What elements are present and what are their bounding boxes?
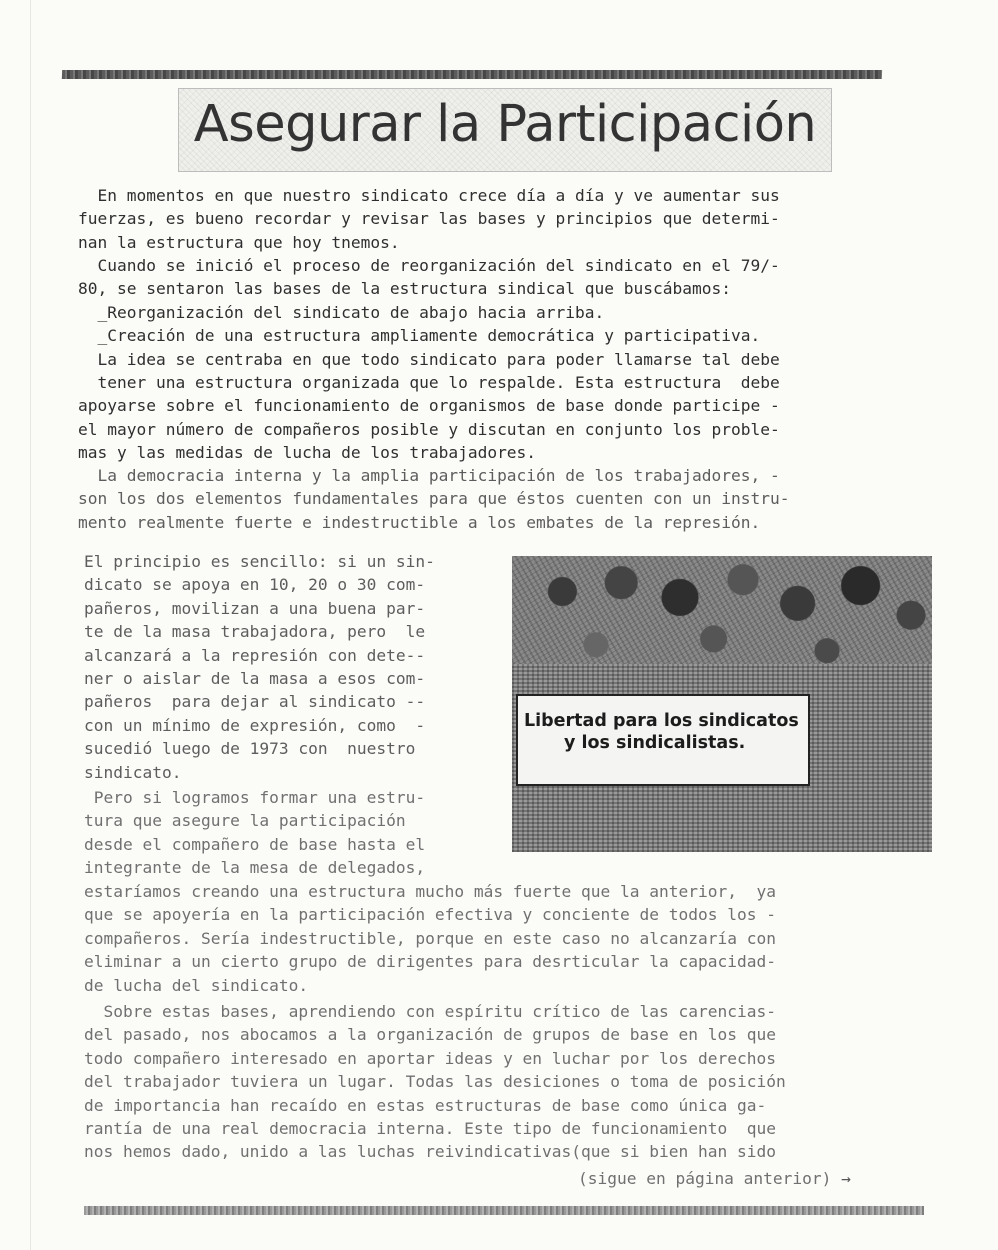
protest-photo xyxy=(512,556,932,852)
column-paragraph-2: Pero si logramos formar una estru- tura que asegure la participación desde el compañero de base hasta el integrante de la mesa de delegados, xyxy=(84,788,426,878)
continuation-text: (sigue en página anterior) xyxy=(578,1169,832,1188)
bottom-rule xyxy=(84,1206,924,1215)
page-title: Asegurar la Participación xyxy=(193,95,817,154)
intro-paragraph-1: En momentos en que nuestro sindicato crece día a día y ve aumentar sus fuerzas, es bueno recordar y revisar las bases y principios que determi- nan la estructura que hoy tnemos. xyxy=(78,186,780,252)
intro-paragraph-2: Cuando se inició el proceso de reorganización del sindicato en el 79/- 80, se sentaron las bases de la estructura sindical que buscábamos: _Reorganización del sindicato de abajo hacia arriba. _Creación de una estructura ampliamente democrática y participativa. La idea se centraba en que todo sindicato para poder llamarse tal debe tener una estructura organizada que lo respalde. Esta estructura debe apoyarse sobre el funcionamiento de organismos de base donde participe - el mayor número de compañeros posible y discutan en conjunto los proble- mas y las medidas de lucha de los trabajadores. xyxy=(78,256,780,463)
sign-line-2: y los sindicalistas. xyxy=(564,733,746,753)
continuation-note xyxy=(578,1169,851,1188)
page-edge xyxy=(30,0,31,1250)
protest-sign xyxy=(516,694,810,786)
title-banner xyxy=(178,88,832,172)
intro-paragraph-3: La democracia interna y la amplia participación de los trabajadores, - son los dos elementos fundamentales para que éstos cuenten con un instru- mento realmente fuerte e indestructible a los embates de la represión. xyxy=(78,466,790,532)
closing-paragraph-2: Sobre estas bases, aprendiendo con espíritu crítico de las carencias- del pasado, nos abocamos a la organización de grupos de base en los que todo compañero interesado en aportar ideas y en luchar por los derechos del trabajador tuviera un lugar. Todas las desiciones o toma de posición de importancia han recaído en estas estructuras de base como única ga- rantía de una real democracia interna. Este tipo de funcionamiento que nos hemos dado, unido a las luchas reivindicativas(que si bien han sido xyxy=(84,1002,786,1162)
continue-arrow-icon: → xyxy=(841,1169,851,1188)
closing-paragraph-1: estaríamos creando una estructura mucho más fuerte que la anterior, ya que se apoyería en la participación efectiva y conciente de todos los - compañeros. Sería indestructible, porque en este caso no alcanzaría con eliminar a un cierto grupo de dirigentes para desrticular la capacidad- de lucha del sindicato. xyxy=(84,882,776,995)
sign-line-1: Libertad para los sindicatos xyxy=(524,711,799,731)
top-rule xyxy=(62,70,882,79)
column-paragraph-1: El principio es sencillo: si un sin- dicato se apoya en 10, 20 o 30 com- pañeros, movilizan a una buena par- te de la masa trabajadora, pero le alcanzará a la represión con dete-- ner o aislar de la masa a esos com- pañeros para dejar al sindicato -- con un mínimo de expresión, como - sucedió luego de 1973 con nuestro sindicato. xyxy=(84,552,435,782)
